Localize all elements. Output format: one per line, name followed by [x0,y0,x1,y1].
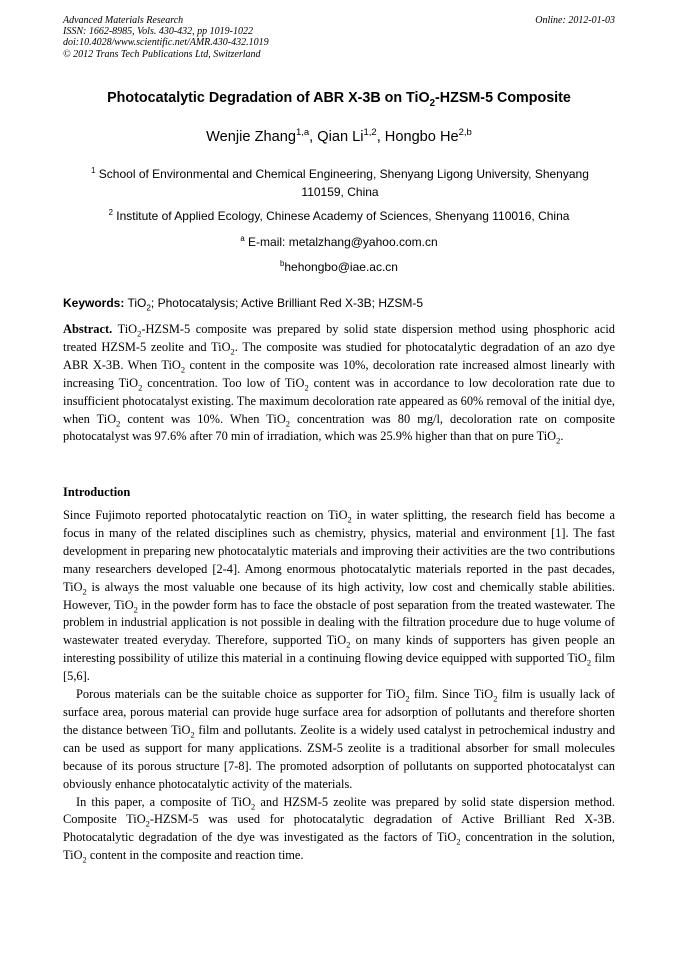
copyright-line: © 2012 Trans Tech Publications Ltd, Switzerland [63,48,261,60]
abstract-label: Abstract. [63,322,113,336]
paragraph: In this paper, a composite of TiO$_2$ and HZSM-5 zeolite was prepared by solid state dispersion method. Composite TiO$_2$-HZSM-5 was used for photocatalytic degradation of Active Brilliant Red X-3B. Photocatalytic degradation of the dye was investigated as the factors of TiO$_2$ concentration in the solution, TiO$_2$ content in the composite and reaction time. [63,794,615,865]
issn-line: ISSN: 1662-8985, Vols. 430-432, pp 1019-1022 [63,26,253,38]
abstract: Abstract. TiO$_2$-HZSM-5 composite was prepared by solid state dispersion method using phosphoric acid treated HZSM-5 zeolite and TiO$_2$. The composite was studied for photocatalytic degradation of an azo dye ABR X-3B. When TiO$_2$ content in the composite was 10%, decoloration rate increased almost linearly with increasing TiO$_2$ concentration. Too low of TiO$_2$ content was in accordance to low decoloration rate due to insufficient photocatalyst existing. The maximum decoloration rate appeared as 60% removal of the initial dye, when TiO$_2$ content was 10%. When TiO$_2$ concentration was 80 mg/l, decoloration rate on composite photocatalyst was 97.6% after 70 min of irradiation, which was 25.9% higher than that on pure TiO$_2$. [63,322,616,446]
author-name: Qian Li [317,129,364,145]
author-list: Wenjie Zhang$^{1,a}$, Qian Li$^{1,2}$, Hongbo He$^{2,b}$ [206,127,472,145]
introduction-body [63,507,615,865]
author-name: Hongbo He [384,129,459,145]
journal-header [63,15,269,60]
paragraph: Porous materials can be the suitable choice as supporter for TiO$_2$ film. Since TiO$_2$ film is usually lack of surface area, porous material can provide huge surface area for adsorption of pollutants and therefore shorten the distance between TiO$_2$ film and pollutants. Zeolite is a widely used catalyst in petrochemical industry and can be used as support for many applications. ZSM-5 zeolite is a traditional absorber for small molecules because of its porous structure [7-8]. The promoted adsorption of pollutants on supported photocatalyst can obviously enhance photocatalytic activity of the materials. [63,687,616,791]
email-b: $^b$hehongbo@iae.ac.cn [280,259,398,274]
paper-title: Photocatalytic Degradation of ABR X-3B on TiO$_2$-HZSM-5 Composite [107,90,571,109]
email-a: $^a$ E-mail: metalzhang@yahoo.com.cn [240,234,438,249]
keywords-label: Keywords: [63,296,125,310]
paragraph: Since Fujimoto reported photocatalytic reaction on TiO$_2$ in water splitting, the research field has become a focus in many of the related disciplines such as chemistry, physics, material and environment [1]. The fast development in preparing new photocatalytic materials and improving their activities are the two contributions many researchers developed [2-4]. Among enormous photocatalytic materials reported in the past decades, TiO$_2$ is always the most valuable one because of its high activity, low cost and chemically stable abilities. However, TiO$_2$ in the powder form has to face the obstacle of post separation from the treated wastewater. The problem in industrial application is not possible in dealing with the filtration procedure due to huge volume of wastewater treated everyday. Therefore, supported TiO$_2$ on many kinds of supporters has given people an interesting possibility of utilize this material in a continuing flowing device equipped with supported TiO$_2$ film [5,6]. [63,508,615,684]
doi-line: doi:10.4028/www.scientific.net/AMR.430-432.1019 [63,37,269,49]
online-date-text: Online: 2012-01-03 [535,15,615,26]
keywords: Keywords: TiO$_2$; Photocatalysis; Active Brilliant Red X-3B; HZSM-5 [63,296,424,313]
author-name: Wenjie Zhang [206,129,296,145]
affiliation-1: $^1$ School of Environmental and Chemical Engineering, Shenyang Ligong University, Shenyang 110159, China [91,166,589,199]
online-date [535,15,615,26]
affiliation-2: $^2$ Institute of Applied Ecology, Chinese Academy of Sciences, Shenyang 110016, China [108,208,570,223]
journal-name: Advanced Materials Research [63,15,184,26]
section-heading-introduction: Introduction [63,485,131,499]
